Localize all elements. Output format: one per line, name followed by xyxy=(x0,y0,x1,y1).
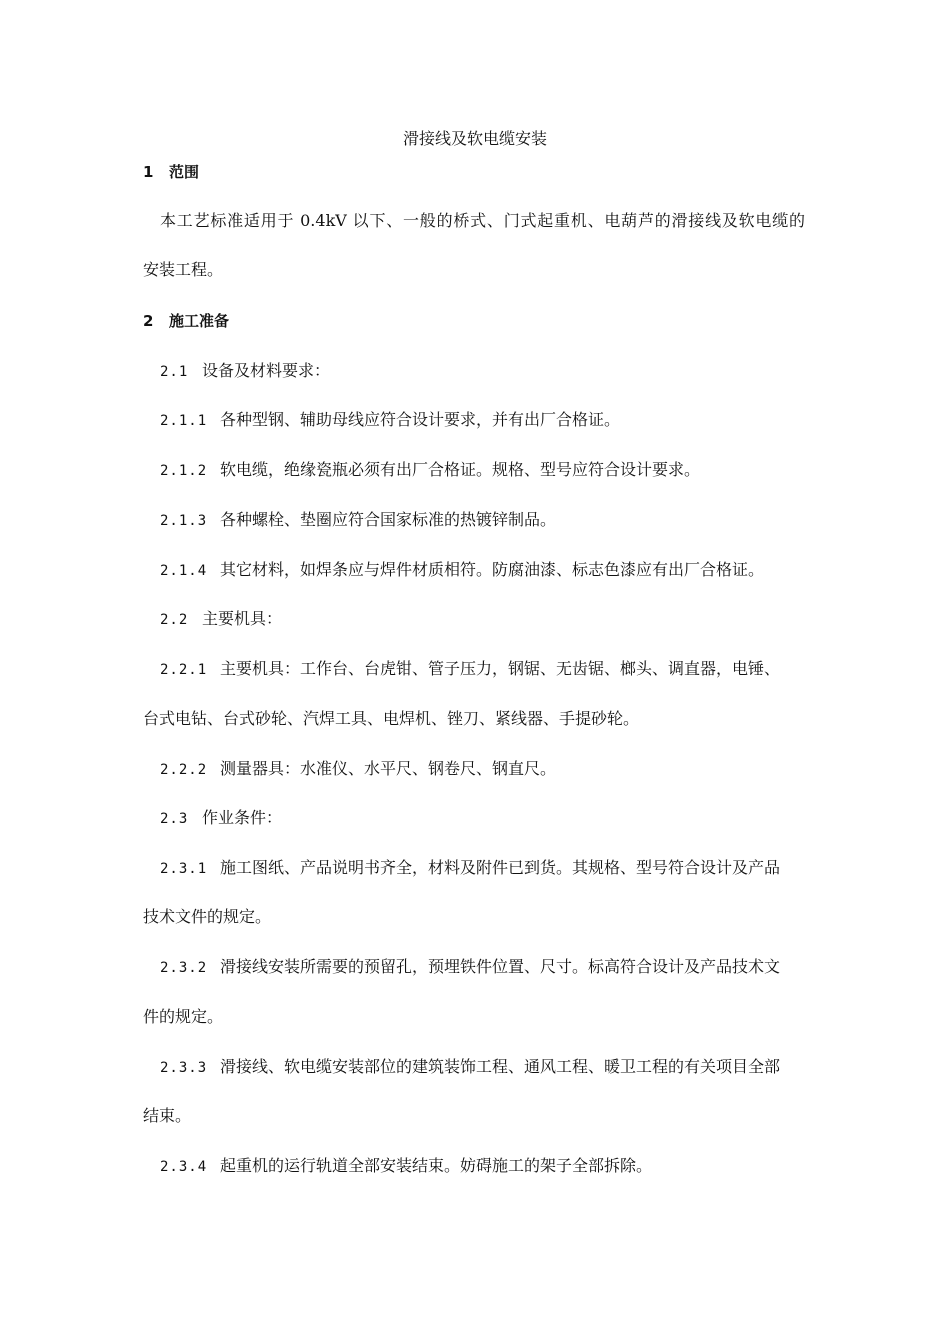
section-label: 范围 xyxy=(169,163,200,181)
item-number: 2.2.2 xyxy=(160,762,208,778)
section-label: 施工准备 xyxy=(169,312,230,330)
list-item xyxy=(160,460,820,481)
section-number: 2 xyxy=(143,312,154,330)
item-continuation: 技术文件的规定。 xyxy=(143,907,272,926)
item-text: 各种型钢、辅助母线应符合设计要求，并有出厂合格证。 xyxy=(220,410,621,429)
list-item xyxy=(160,1156,820,1177)
item-number: 2.3 xyxy=(160,811,189,827)
item-number: 2.1.1 xyxy=(160,413,208,429)
section-heading-1 xyxy=(143,162,813,182)
item-text: 滑接线安装所需要的预留孔，预埋铁件位置、尺寸。标高符合设计及产品技术文 xyxy=(220,957,781,976)
list-item xyxy=(160,957,820,978)
scope-paragraph-line-1: 本工艺标准适用于 0.4kV 以下、一般的桥式、门式起重机、电葫芦的滑接线及软电缆的 xyxy=(160,211,805,230)
scope-paragraph-line-2: 安装工程。 xyxy=(143,260,224,279)
item-number: 2.1.4 xyxy=(160,563,208,579)
item-text: 主要机具： xyxy=(202,609,283,628)
item-text: 作业条件： xyxy=(202,808,283,827)
list-item xyxy=(160,1057,820,1078)
list-item xyxy=(160,560,820,581)
section-number: 1 xyxy=(143,163,154,181)
list-item xyxy=(160,759,820,780)
item-number: 2.1.2 xyxy=(160,463,208,479)
item-number: 2.3.2 xyxy=(160,960,208,976)
item-text: 主要机具：工作台、台虎钳、管子压力，钢锯、无齿锯、榔头、调直器，电锤、 xyxy=(220,659,781,678)
item-text: 其它材料，如焊条应与焊件材质相符。防腐油漆、标志色漆应有出厂合格证。 xyxy=(220,560,765,579)
item-text: 各种螺栓、垫圈应符合国家标准的热镀锌制品。 xyxy=(220,510,557,529)
item-continuation: 结束。 xyxy=(143,1106,192,1125)
item-text: 滑接线、软电缆安装部位的建筑装饰工程、通风工程、暖卫工程的有关项目全部 xyxy=(220,1057,781,1076)
list-item xyxy=(160,609,820,630)
list-item xyxy=(160,361,820,382)
section-heading-2 xyxy=(143,311,813,331)
item-number: 2.2 xyxy=(160,612,189,628)
list-item xyxy=(160,510,820,531)
item-text: 测量器具：水准仪、水平尺、钢卷尺、钢直尺。 xyxy=(220,759,557,778)
item-text: 软电缆，绝缘瓷瓶必须有出厂合格证。规格、型号应符合设计要求。 xyxy=(220,460,701,479)
item-text: 施工图纸、产品说明书齐全，材料及附件已到货。其规格、型号符合设计及产品 xyxy=(220,858,781,877)
item-text: 起重机的运行轨道全部安装结束。妨碍施工的架子全部拆除。 xyxy=(220,1156,653,1175)
item-text: 设备及材料要求： xyxy=(202,361,331,380)
list-item xyxy=(160,659,820,680)
item-number: 2.1.3 xyxy=(160,513,208,529)
list-item xyxy=(160,858,820,879)
item-number: 2.3.4 xyxy=(160,1159,208,1175)
item-number: 2.1 xyxy=(160,364,189,380)
list-item xyxy=(160,410,820,431)
document-title: 滑接线及软电缆安装 xyxy=(402,129,547,148)
item-continuation: 台式电钻、台式砂轮、汽焊工具、电焊机、锉刀、紧线器、手提砂轮。 xyxy=(143,709,640,728)
item-continuation: 件的规定。 xyxy=(143,1007,224,1026)
item-number: 2.2.1 xyxy=(160,662,208,678)
item-number: 2.3.3 xyxy=(160,1060,208,1076)
list-item xyxy=(160,808,820,829)
item-number: 2.3.1 xyxy=(160,861,208,877)
